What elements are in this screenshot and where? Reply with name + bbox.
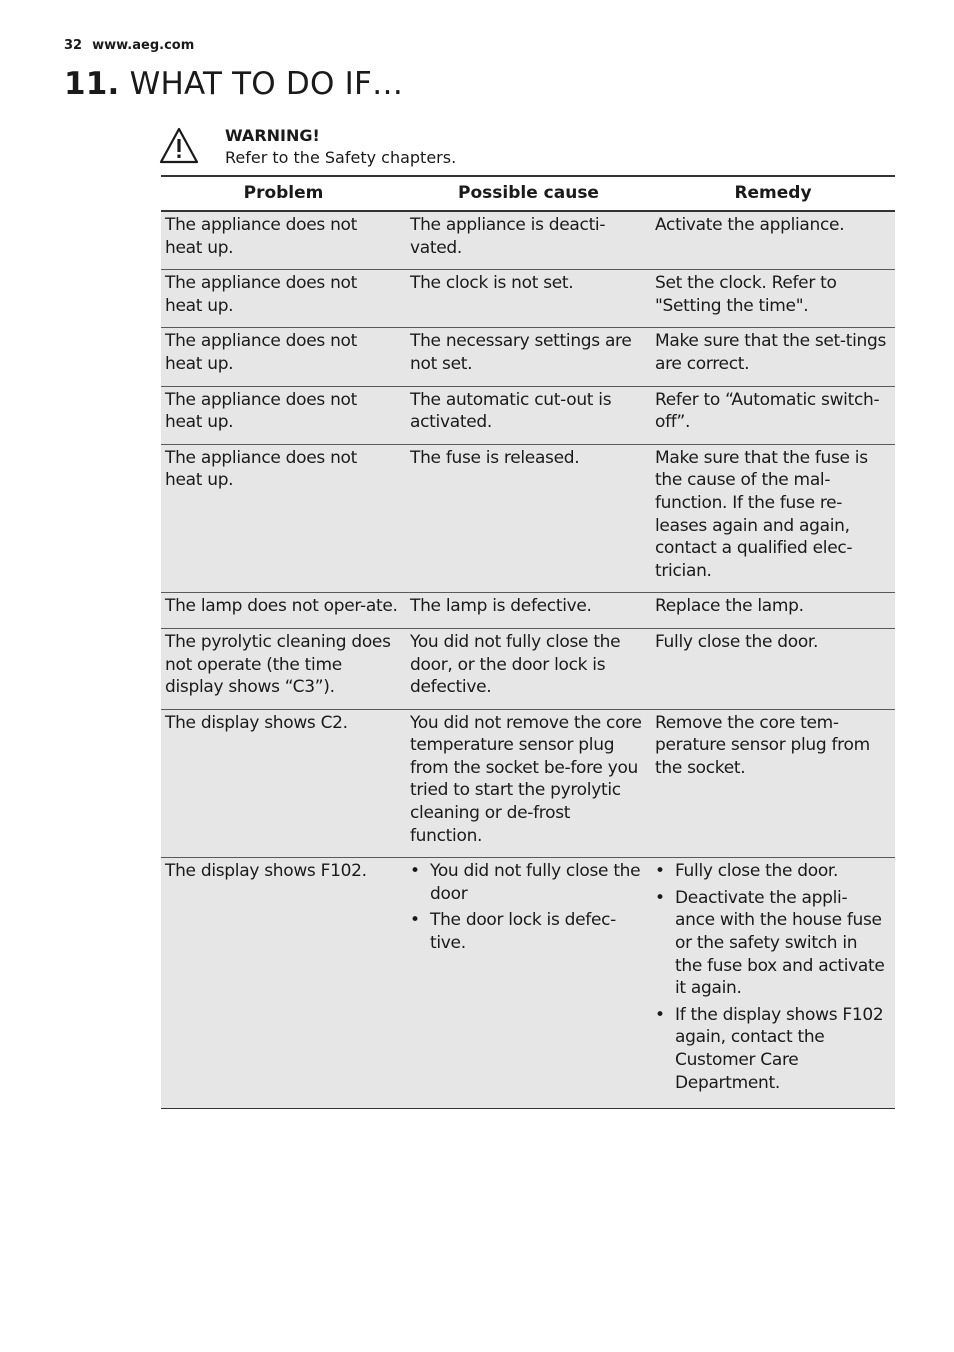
remedy-cell: Make sure that the set-tings are correct.: [651, 328, 895, 386]
header-problem: Problem: [161, 176, 406, 211]
problem-cell: The appliance does not heat up.: [161, 211, 406, 270]
cause-cell: [406, 858, 651, 1109]
list-item: • If the display shows F102 again, contact the Customer Care Department.: [655, 1004, 884, 1093]
list-item: • You did not fully close the door: [410, 861, 641, 904]
table-row: [161, 709, 895, 858]
table-body: [161, 211, 895, 1109]
header-possible-cause: Possible cause: [406, 176, 651, 211]
remedy-cell: Replace the lamp.: [651, 593, 895, 629]
cause-cell: The clock is not set.: [406, 270, 651, 328]
remedy-cell: Make sure that the fuse is the cause of the mal-function. If the fuse re-leases again and again, contact a qualified elec-trician.: [651, 444, 895, 593]
problem-cell: The lamp does not oper-ate.: [161, 593, 406, 629]
problem-cell: The display shows C2.: [161, 709, 406, 858]
problem-cell: The appliance does not heat up.: [161, 328, 406, 386]
list-item: • The door lock is defec-tive.: [410, 910, 616, 954]
table-row: [161, 628, 895, 709]
cause-cell: The necessary settings are not set.: [406, 328, 651, 386]
remedy-cell: Refer to “Automatic switch-off”.: [651, 386, 895, 444]
section-number: 11.: [64, 66, 120, 102]
page-header: [64, 38, 194, 53]
remedy-cell: Remove the core tem-perature sensor plug from the socket.: [651, 709, 895, 858]
table-row: [161, 211, 895, 270]
table-row: [161, 858, 895, 1109]
list-item: • Deactivate the appli-ance with the house fuse or the safety switch in the fuse box and activate it again.: [655, 887, 885, 999]
section-title: [64, 66, 403, 102]
remedy-cell: [651, 858, 895, 1109]
warning-heading: WARNING!: [225, 126, 320, 145]
table-row: [161, 270, 895, 328]
section-title-text: WHAT TO DO IF…: [129, 66, 404, 102]
list-item: • Fully close the door.: [655, 861, 839, 882]
cause-cell: The appliance is deacti-vated.: [406, 211, 651, 270]
problem-cell: The appliance does not heat up.: [161, 270, 406, 328]
table-row: [161, 386, 895, 444]
table-row: [161, 444, 895, 593]
remedy-cell: Set the clock. Refer to "Setting the time".: [651, 270, 895, 328]
problem-cell: The appliance does not heat up.: [161, 444, 406, 593]
problem-cell: The display shows F102.: [161, 858, 406, 1109]
header-remedy: Remedy: [651, 176, 895, 211]
warning-text: Refer to the Safety chapters.: [225, 148, 457, 167]
page-number: 32: [64, 38, 83, 53]
remedy-cell: Fully close the door.: [651, 628, 895, 709]
cause-cell: The fuse is released.: [406, 444, 651, 593]
cause-cell: The automatic cut-out is activated.: [406, 386, 651, 444]
cause-list: [410, 860, 643, 954]
table-row: [161, 593, 895, 629]
cause-cell: You did not remove the core temperature sensor plug from the socket be-fore you tried to start the pyrolytic cleaning or de-frost function.: [406, 709, 651, 858]
table-row: [161, 328, 895, 386]
warning-triangle-icon: [158, 126, 200, 166]
troubleshooting-table: [161, 175, 895, 1109]
cause-cell: You did not fully close the door, or the door lock is defective.: [406, 628, 651, 709]
problem-cell: The pyrolytic cleaning does not operate (the time display shows “C3”).: [161, 628, 406, 709]
remedy-cell: Activate the appliance.: [651, 211, 895, 270]
remedy-list: [655, 860, 887, 1094]
table-header-row: [161, 176, 895, 211]
problem-cell: The appliance does not heat up.: [161, 386, 406, 444]
site-url: www.aeg.com: [92, 38, 195, 53]
cause-cell: The lamp is defective.: [406, 593, 651, 629]
